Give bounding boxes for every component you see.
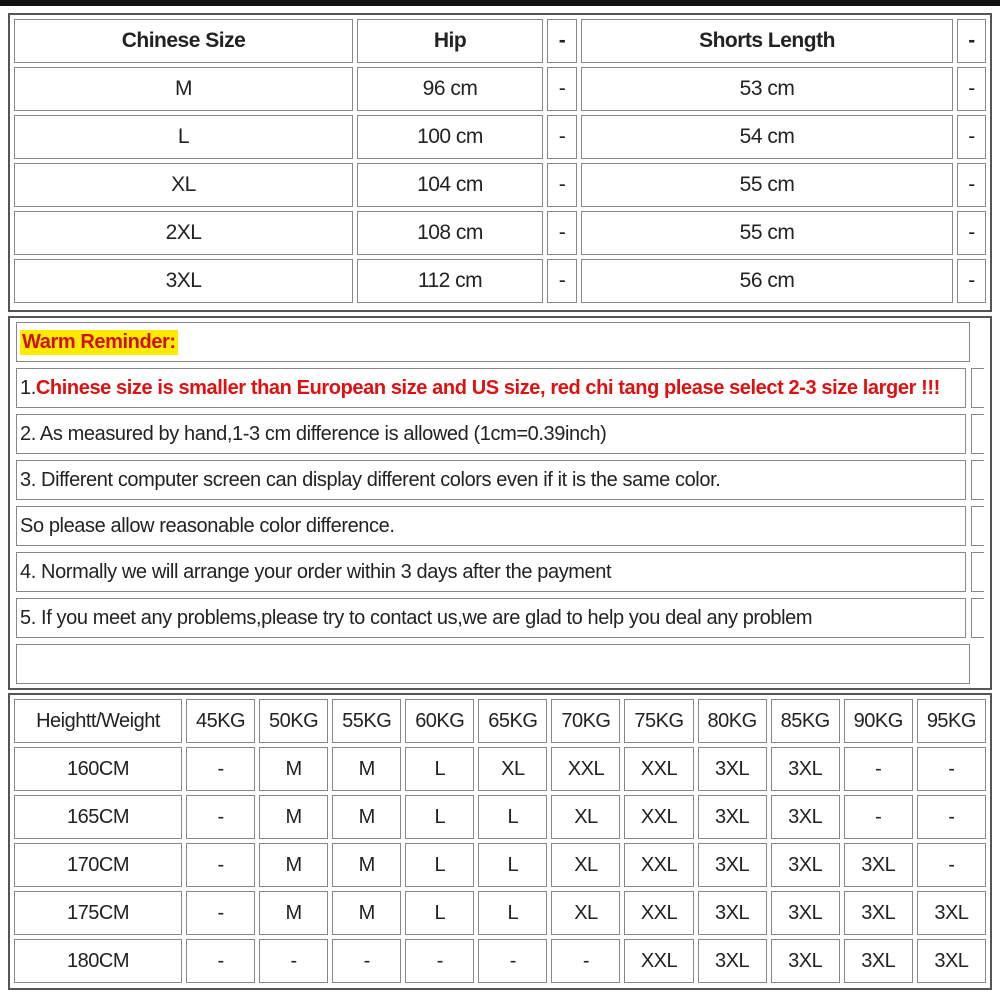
- header-cell: -: [957, 19, 986, 63]
- table-cell: 3XL: [14, 259, 353, 303]
- table-cell: XL: [14, 163, 353, 207]
- table-cell: M: [259, 891, 328, 935]
- size-chart-panel: [8, 13, 992, 312]
- table-cell: M: [332, 747, 401, 791]
- reminder-line-number: 1.: [20, 376, 36, 399]
- table-cell: L: [405, 843, 474, 887]
- warm-reminder-panel: [8, 316, 992, 690]
- table-cell: M: [259, 843, 328, 887]
- table-cell: 3XL: [698, 939, 767, 983]
- reminder-line: [16, 414, 984, 454]
- header-cell: Hip: [357, 19, 543, 63]
- reminder-line: [16, 552, 984, 592]
- table-cell: 3XL: [698, 843, 767, 887]
- size-chart-table: [10, 15, 990, 307]
- table-cell: 3XL: [771, 795, 840, 839]
- reminder-line: [16, 506, 984, 546]
- table-cell: L: [478, 795, 547, 839]
- table-cell: 54 cm: [581, 115, 953, 159]
- table-cell: L: [405, 795, 474, 839]
- size-table-row: [14, 259, 986, 303]
- reminder-line-text: So please allow reasonable color difference.: [20, 514, 395, 537]
- table-cell: XXL: [624, 795, 693, 839]
- header-cell: Shorts Length: [581, 19, 953, 63]
- reminder-line-text: 4. Normally we will arrange your order within 3 days after the payment: [20, 560, 612, 583]
- table-cell: 100 cm: [357, 115, 543, 159]
- reminder-line: [16, 368, 984, 408]
- table-cell: M: [332, 795, 401, 839]
- reminder-title-row: [16, 322, 984, 362]
- table-cell: 53 cm: [581, 67, 953, 111]
- table-cell: 3XL: [698, 795, 767, 839]
- table-cell: 3XL: [844, 843, 913, 887]
- header-cell: 50KG: [259, 699, 328, 743]
- table-cell: XXL: [624, 891, 693, 935]
- table-cell: XL: [551, 891, 620, 935]
- table-cell: 165CM: [14, 795, 182, 839]
- table-cell: -: [186, 747, 255, 791]
- table-cell: 104 cm: [357, 163, 543, 207]
- table-cell: 55 cm: [581, 163, 953, 207]
- reminder-line-text: 5. If you meet any problems,please try to contact us,we are glad to help you deal any problem: [20, 606, 813, 629]
- table-cell: -: [405, 939, 474, 983]
- table-cell: -: [547, 163, 577, 207]
- header-cell: 85KG: [771, 699, 840, 743]
- height-weight-row: [14, 795, 986, 839]
- height-weight-row: [14, 939, 986, 983]
- height-weight-header: [14, 699, 986, 743]
- reminder-empty-row: [16, 644, 984, 684]
- table-cell: -: [917, 795, 986, 839]
- header-cell: Chinese Size: [14, 19, 353, 63]
- table-cell: -: [957, 259, 986, 303]
- header-cell: 70KG: [551, 699, 620, 743]
- height-weight-row: [14, 843, 986, 887]
- table-cell: 3XL: [917, 891, 986, 935]
- height-weight-panel: [8, 693, 992, 990]
- table-cell: 3XL: [917, 939, 986, 983]
- table-cell: 175CM: [14, 891, 182, 935]
- header-cell: 55KG: [332, 699, 401, 743]
- height-weight-table: [10, 695, 990, 987]
- size-table-row: [14, 115, 986, 159]
- table-cell: 170CM: [14, 843, 182, 887]
- reminder-line-text: 2. As measured by hand,1-3 cm difference is allowed (1cm=0.39inch): [20, 422, 607, 445]
- table-cell: -: [917, 843, 986, 887]
- table-cell: 55 cm: [581, 211, 953, 255]
- table-cell: XXL: [624, 939, 693, 983]
- height-weight-row: [14, 891, 986, 935]
- table-cell: 3XL: [771, 939, 840, 983]
- table-cell: -: [259, 939, 328, 983]
- table-cell: M: [332, 843, 401, 887]
- table-cell: -: [844, 795, 913, 839]
- table-cell: L: [478, 891, 547, 935]
- table-cell: XXL: [624, 747, 693, 791]
- table-cell: M: [259, 747, 328, 791]
- table-cell: 112 cm: [357, 259, 543, 303]
- table-cell: 180CM: [14, 939, 182, 983]
- table-cell: M: [332, 891, 401, 935]
- table-cell: 2XL: [14, 211, 353, 255]
- table-cell: -: [551, 939, 620, 983]
- table-cell: 3XL: [771, 843, 840, 887]
- table-cell: 3XL: [771, 747, 840, 791]
- table-cell: 3XL: [844, 891, 913, 935]
- table-cell: XXL: [551, 747, 620, 791]
- table-cell: XL: [478, 747, 547, 791]
- table-cell: L: [405, 747, 474, 791]
- table-cell: -: [957, 115, 986, 159]
- table-cell: 3XL: [698, 891, 767, 935]
- reminder-title: Warm Reminder:: [22, 330, 176, 353]
- table-cell: L: [478, 843, 547, 887]
- header-cell: 90KG: [844, 699, 913, 743]
- table-cell: M: [14, 67, 353, 111]
- table-cell: -: [186, 795, 255, 839]
- table-cell: L: [405, 891, 474, 935]
- table-cell: -: [186, 891, 255, 935]
- table-cell: -: [186, 939, 255, 983]
- size-table-row: [14, 163, 986, 207]
- table-cell: M: [259, 795, 328, 839]
- table-cell: 56 cm: [581, 259, 953, 303]
- table-cell: 3XL: [844, 939, 913, 983]
- table-cell: -: [957, 67, 986, 111]
- reminder-size-warning: Chinese size is smaller than European size and US size, red chi tang please select 2-3 size larger !!!: [35, 376, 940, 399]
- table-cell: -: [547, 67, 577, 111]
- table-cell: XXL: [624, 843, 693, 887]
- table-cell: -: [957, 163, 986, 207]
- header-cell: Heightt/Weight: [14, 699, 182, 743]
- table-cell: -: [547, 115, 577, 159]
- header-cell: 65KG: [478, 699, 547, 743]
- table-cell: 160CM: [14, 747, 182, 791]
- header-cell: 75KG: [624, 699, 693, 743]
- table-cell: XL: [551, 843, 620, 887]
- header-cell: 80KG: [698, 699, 767, 743]
- table-cell: -: [547, 259, 577, 303]
- size-table-header: [14, 19, 986, 63]
- header-cell: 60KG: [405, 699, 474, 743]
- table-cell: XL: [551, 795, 620, 839]
- table-cell: -: [332, 939, 401, 983]
- table-cell: -: [957, 211, 986, 255]
- height-weight-row: [14, 747, 986, 791]
- size-table-row: [14, 211, 986, 255]
- table-cell: -: [478, 939, 547, 983]
- table-cell: 108 cm: [357, 211, 543, 255]
- header-cell: 45KG: [186, 699, 255, 743]
- table-cell: -: [917, 747, 986, 791]
- table-cell: 3XL: [698, 747, 767, 791]
- header-cell: -: [547, 19, 577, 63]
- reminder-line-text: 3. Different computer screen can display different colors even if it is the same color.: [20, 468, 721, 491]
- size-table-row: [14, 67, 986, 111]
- table-cell: -: [844, 747, 913, 791]
- header-cell: 95KG: [917, 699, 986, 743]
- table-cell: 3XL: [771, 891, 840, 935]
- table-cell: L: [14, 115, 353, 159]
- table-cell: 96 cm: [357, 67, 543, 111]
- table-cell: -: [186, 843, 255, 887]
- reminder-line: [16, 460, 984, 500]
- reminder-line: [16, 598, 984, 638]
- top-divider-bar: [0, 0, 1000, 6]
- table-cell: -: [547, 211, 577, 255]
